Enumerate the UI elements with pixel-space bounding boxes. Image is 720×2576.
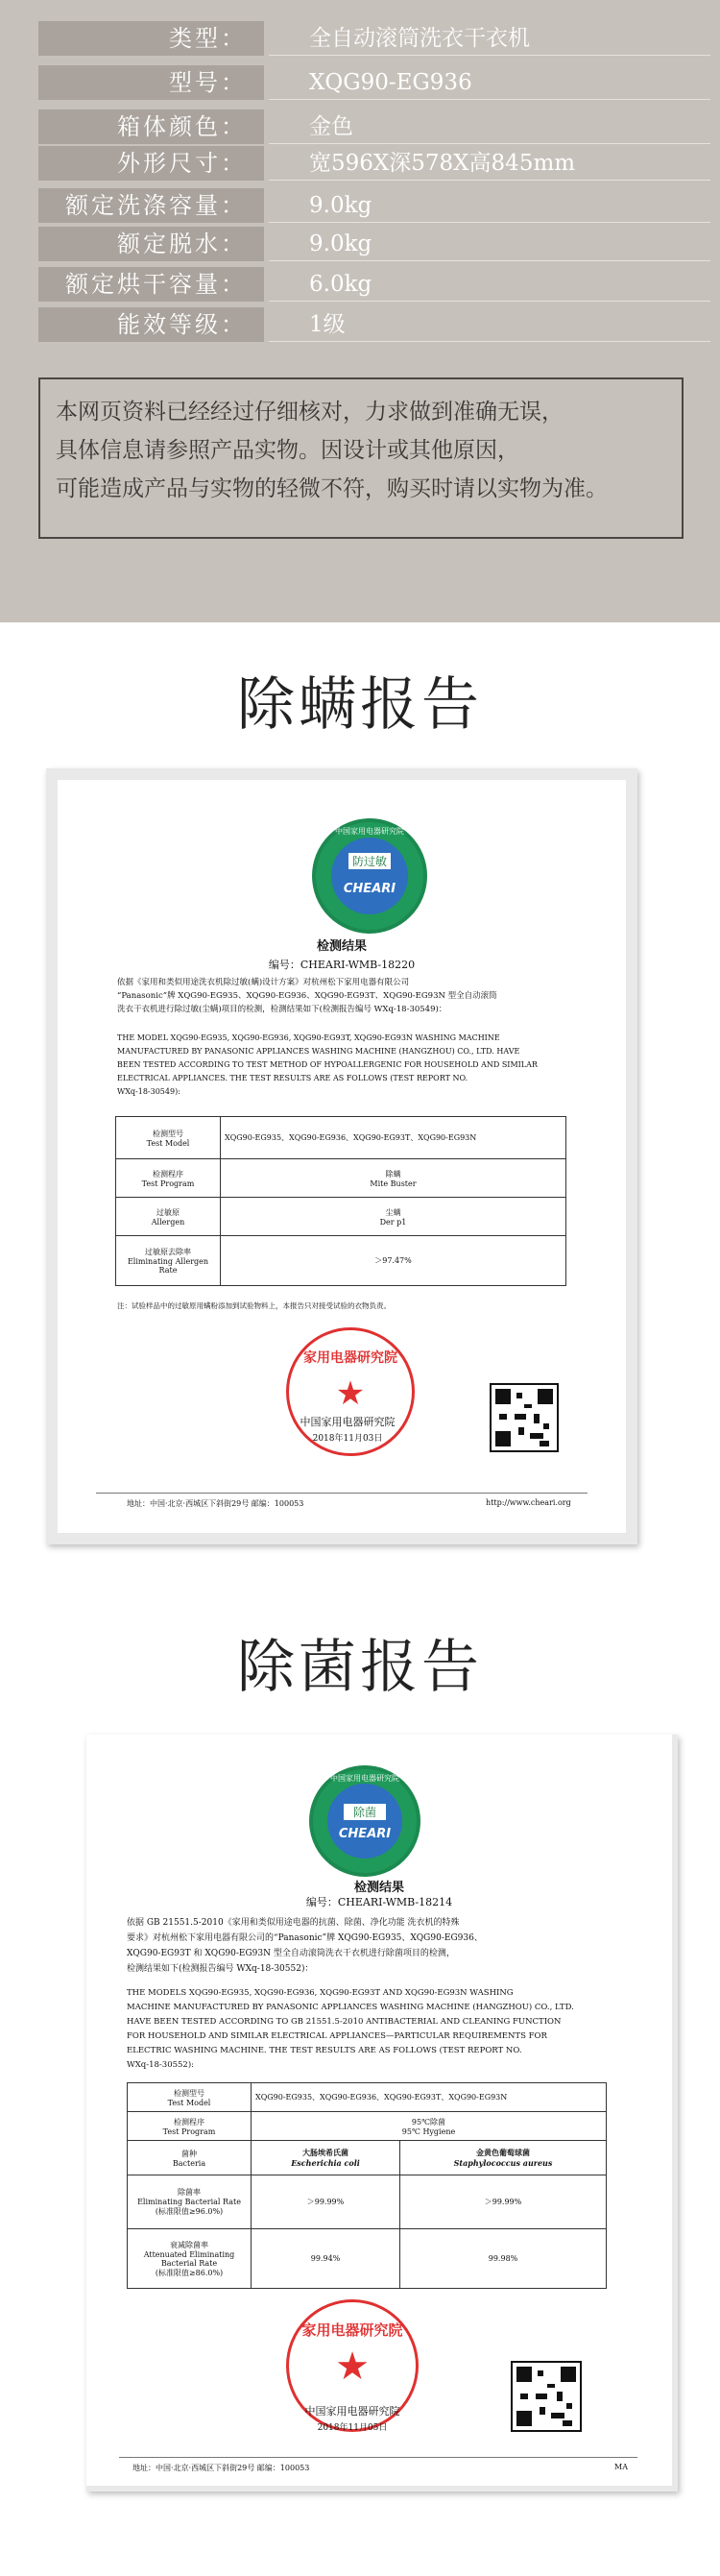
doc-line: “Panasonic”牌 XQG90-EG935、XQG90-EG936、XQG90-EG93T、XQG90-EG93N 型全自动滚筒 xyxy=(117,991,497,1001)
doc-number: 编号：CHEARI-WMB-18220 xyxy=(268,959,416,971)
spec-row-color xyxy=(38,109,710,144)
label-en: Attenuated Eliminating Bacterial Rate xyxy=(143,2249,235,2268)
spec-row-model xyxy=(38,65,710,100)
footer-url: http://www.cheari.org xyxy=(486,1498,571,1507)
table-value xyxy=(252,2141,400,2175)
spec-value: 宽596X深578X高845mm xyxy=(269,146,710,181)
doc-line: 要求》对杭州松下家用电器有限公司的“Panasonic”牌 XQG90-EG935、XQG90-EG936、 xyxy=(127,1933,483,1943)
label-en: Test Program xyxy=(141,1179,195,1188)
value-secondary: Escherichia coli xyxy=(291,2158,360,2168)
table-label xyxy=(128,2175,252,2229)
footer-address: 地址：中国·北京·西城区下斜街29号 邮编：100053 xyxy=(132,2464,310,2472)
value-primary: 大肠埃希氏菌 xyxy=(302,2148,348,2157)
result-table xyxy=(115,1116,566,1286)
cheari-logo xyxy=(309,1765,420,1877)
doc-number: 编号：CHEARI-WMB-18214 xyxy=(305,1896,453,1908)
result-table xyxy=(127,2082,607,2289)
spec-label: 外形尺寸： xyxy=(38,146,264,181)
logo-badge: 除菌 xyxy=(344,1804,385,1820)
mite-report-frame xyxy=(46,768,637,1544)
spec-row-dimensions xyxy=(38,146,710,181)
value-primary: XQG90-EG935、XQG90-EG936、XQG90-EG93T、XQG90-EG93N xyxy=(225,1133,477,1142)
disclaimer-line: 本网页资料已经经过仔细核对，力求做到准确无误， xyxy=(56,400,564,425)
label-en: Eliminating Allergen Rate xyxy=(127,1257,209,1275)
seal-text: 家用电器研究院 xyxy=(301,2321,403,2339)
doc-line: MACHINE MANUFACTURED BY PANASONIC APPLIANCES WASHING MACHINE (HANGZHOU) CO., LTD. xyxy=(127,2003,574,2012)
table-row xyxy=(116,1117,566,1159)
spec-label: 额定洗涤容量： xyxy=(38,188,264,223)
org-name: 中国家用电器研究院 xyxy=(300,1416,396,1428)
label-cn: 过敏原 xyxy=(156,1207,180,1217)
value-primary: 除螨 xyxy=(385,1169,401,1179)
doc-line: WXq-18-30552): xyxy=(127,2060,195,2070)
spec-value: 9.0kg xyxy=(269,227,710,261)
doc-en-paragraph xyxy=(127,1986,645,2073)
spec-value: 6.0kg xyxy=(269,267,710,302)
logo-wordmark: CHEARI xyxy=(338,1827,392,1841)
logo-wordmark: CHEARI xyxy=(343,882,396,896)
label-limit: (标准限值≥96.0%) xyxy=(155,2207,224,2216)
doc-title: 检测结果 xyxy=(316,939,367,954)
disclaimer-box xyxy=(38,377,684,539)
report-date: 2018年11月05日 xyxy=(317,2423,388,2433)
value-primary: 95℃除菌 xyxy=(411,2117,446,2126)
table-row xyxy=(128,2112,607,2141)
table-value xyxy=(221,1159,566,1198)
doc-line: ELECTRICAL APPLIANCES. THE TEST RESULTS ARE AS FOLLOWS (TEST REPORT NO. xyxy=(117,1074,468,1082)
disclaimer-line: 可能造成产品与实物的轻微不符，购买时请以实物为准。 xyxy=(56,476,608,501)
label-en: Bacteria xyxy=(172,2158,206,2168)
label-en: Allergen xyxy=(151,1217,185,1227)
doc-note: 注：试验样品中的过敏原用螨粉添加到试验物料上，本报告只对接受试验的衣物负责。 xyxy=(117,1301,391,1310)
mite-report-page xyxy=(58,780,626,1533)
spec-value: 9.0kg xyxy=(269,188,710,223)
bacteria-report-page xyxy=(86,1735,672,2486)
table-value xyxy=(221,1117,566,1159)
table-label xyxy=(116,1159,221,1198)
value-secondary: Staphylococcus aureus xyxy=(453,2158,553,2168)
table-label xyxy=(116,1117,221,1159)
doc-cn-paragraph xyxy=(117,976,597,1016)
table-value: 99.94% xyxy=(252,2229,400,2289)
doc-line: BEEN TESTED ACCORDING TO TEST METHOD OF HYPOALLERGENIC FOR HOUSEHOLD AND SIMILAR xyxy=(117,1060,538,1069)
table-label xyxy=(116,1198,221,1236)
table-row xyxy=(116,1159,566,1198)
doc-line: FOR HOUSEHOLD AND SIMILAR ELECTRICAL APPLIANCES—PARTICULAR REQUIREMENTS FOR xyxy=(127,2031,547,2041)
table-label xyxy=(128,2083,252,2112)
logo-ring-text: 中国家用电器研究院 xyxy=(335,827,404,836)
doc-cn-paragraph xyxy=(127,1915,645,1977)
spec-value: 1级 xyxy=(269,307,710,342)
org-name: 中国家用电器研究院 xyxy=(304,2405,400,2418)
label-cn: 衰减除菌率 xyxy=(170,2240,208,2249)
bacteria-report-frame xyxy=(86,1735,678,2491)
label-cn: 过敏原去除率 xyxy=(145,1248,191,1256)
table-value xyxy=(400,2141,607,2175)
spec-value: XQG90-EG936 xyxy=(269,65,710,100)
label-cn: 除菌率 xyxy=(178,2188,201,2197)
label-cn: 检测型号 xyxy=(153,1129,183,1138)
spec-label: 型号： xyxy=(38,65,264,100)
table-row xyxy=(116,1236,566,1286)
spec-value: 全自动滚筒洗衣干衣机 xyxy=(269,21,710,56)
mite-report-heading: 除螨报告 xyxy=(237,671,483,739)
cheari-logo xyxy=(312,818,427,934)
spec-row-wash-capacity xyxy=(38,188,710,223)
footer-address: 地址：中国·北京·西城区下斜街29号 邮编：100053 xyxy=(127,1499,304,1508)
table-row xyxy=(128,2141,607,2175)
value-primary: 金黄色葡萄球菌 xyxy=(476,2148,530,2157)
footer-divider xyxy=(96,1493,588,1494)
doc-en-paragraph xyxy=(117,1032,597,1099)
spec-label: 额定脱水： xyxy=(38,227,264,261)
doc-line: 洗衣干衣机进行除过敏(尘螨)项目的检测，检测结果如下(检测报告编号 WXq-18-30549)： xyxy=(117,1005,447,1014)
doc-line: THE MODELS XQG90-EG935, XQG90-EG936, XQG90-EG93T AND XQG90-EG93N WASHING xyxy=(127,1988,514,1998)
label-cn: 检测程序 xyxy=(153,1169,183,1179)
doc-line: 依据 GB 21551.5-2010《家用和类似用途电器的抗菌、除菌、净化功能 洗衣机的特殊 xyxy=(127,1918,460,1928)
value-primary: 尘螨 xyxy=(385,1207,401,1217)
label-en: Test Model xyxy=(146,1138,190,1148)
table-row xyxy=(128,2175,607,2229)
star-icon: ★ xyxy=(335,2345,370,2389)
spec-section xyxy=(0,0,720,622)
label-limit: (标准限值≥86.0%) xyxy=(155,2268,224,2277)
star-icon: ★ xyxy=(335,1374,366,1413)
footer-url: MA xyxy=(614,2463,628,2471)
logo-badge: 防过敏 xyxy=(348,853,392,869)
label-en: Test Program xyxy=(162,2126,216,2136)
qr-code xyxy=(511,2361,582,2432)
footer-divider xyxy=(119,2457,637,2458)
spec-row-spin-capacity xyxy=(38,227,710,261)
label-cn: 检测程序 xyxy=(174,2117,204,2126)
seal-text: 家用电器研究院 xyxy=(303,1350,397,1366)
bacteria-report-heading: 除菌报告 xyxy=(237,1634,483,1701)
doc-line: THE MODEL XQG90-EG935, XQG90-EG936, XQG90-EG93T, XQG90-EG93N WASHING MACHINE xyxy=(117,1033,500,1042)
spec-value: 金色 xyxy=(269,109,710,144)
doc-line: 依据《家用和类似用途洗衣机除过敏(螨)设计方案》对杭州松下家用电器有限公司 xyxy=(117,978,410,987)
spec-label: 额定烘干容量： xyxy=(38,267,264,302)
doc-title: 检测结果 xyxy=(353,1881,404,1895)
report-date: 2018年11月03日 xyxy=(312,1434,383,1444)
spec-label: 箱体颜色： xyxy=(38,109,264,144)
spec-row-type xyxy=(38,21,710,56)
spec-label: 能效等级： xyxy=(38,307,264,342)
spec-label: 类型： xyxy=(38,21,264,56)
logo-globe xyxy=(331,838,409,915)
value-secondary: 95℃ Hygiene xyxy=(401,2126,456,2136)
label-cn: 菌种 xyxy=(181,2149,197,2158)
table-label xyxy=(116,1236,221,1286)
spec-row-energy-class xyxy=(38,307,710,342)
table-row xyxy=(128,2229,607,2289)
doc-line: XQG90-EG93T 和 XQG90-EG93N 型全自动滚筒洗衣干衣机进行除菌项目的检测， xyxy=(127,1949,455,1958)
value-secondary: Mite Buster xyxy=(370,1179,417,1188)
table-row xyxy=(128,2083,607,2112)
doc-line: HAVE BEEN TESTED ACCORDING TO GB 21551.5-2010 ANTIBACTERIAL AND CLEANING FUNCTION xyxy=(127,2017,562,2027)
table-value xyxy=(221,1236,566,1286)
doc-line: ELECTRIC WASHING MACHINE. THE TEST RESULTS ARE AS FOLLOWS (TEST REPORT NO. xyxy=(127,2046,522,2055)
value-primary: ＞97.47% xyxy=(374,1256,412,1265)
doc-line: 检测结果如下(检测报告编号 WXq-18-30552)： xyxy=(127,1964,314,1974)
table-label xyxy=(128,2112,252,2141)
label-en: Eliminating Bacterial Rate xyxy=(137,2198,241,2206)
value-secondary: Der p1 xyxy=(379,1217,407,1227)
table-value xyxy=(252,2112,607,2141)
qr-code xyxy=(490,1383,559,1452)
table-row xyxy=(116,1198,566,1236)
label-cn: 检测型号 xyxy=(174,2088,204,2098)
table-value: 99.98% xyxy=(400,2229,607,2289)
table-label xyxy=(128,2229,252,2289)
table-label xyxy=(128,2141,252,2175)
spec-row-dry-capacity xyxy=(38,267,710,302)
doc-line: WXq-18-30549): xyxy=(117,1087,180,1096)
logo-globe xyxy=(327,1784,402,1859)
table-value: XQG90-EG935、XQG90-EG936、XQG90-EG93T、XQG90-EG93N xyxy=(252,2083,607,2112)
logo-ring-text: 中国家用电器研究院 xyxy=(330,1774,399,1783)
label-en: Test Model xyxy=(167,2098,211,2107)
table-value: ＞99.99% xyxy=(252,2175,400,2229)
table-value xyxy=(221,1198,566,1236)
table-value: ＞99.99% xyxy=(400,2175,607,2229)
disclaimer-line: 具体信息请参照产品实物。因设计或其他原因， xyxy=(56,438,519,463)
doc-line: MANUFACTURED BY PANASONIC APPLIANCES WASHING MACHINE (HANGZHOU) CO., LTD. HAVE xyxy=(117,1047,520,1056)
